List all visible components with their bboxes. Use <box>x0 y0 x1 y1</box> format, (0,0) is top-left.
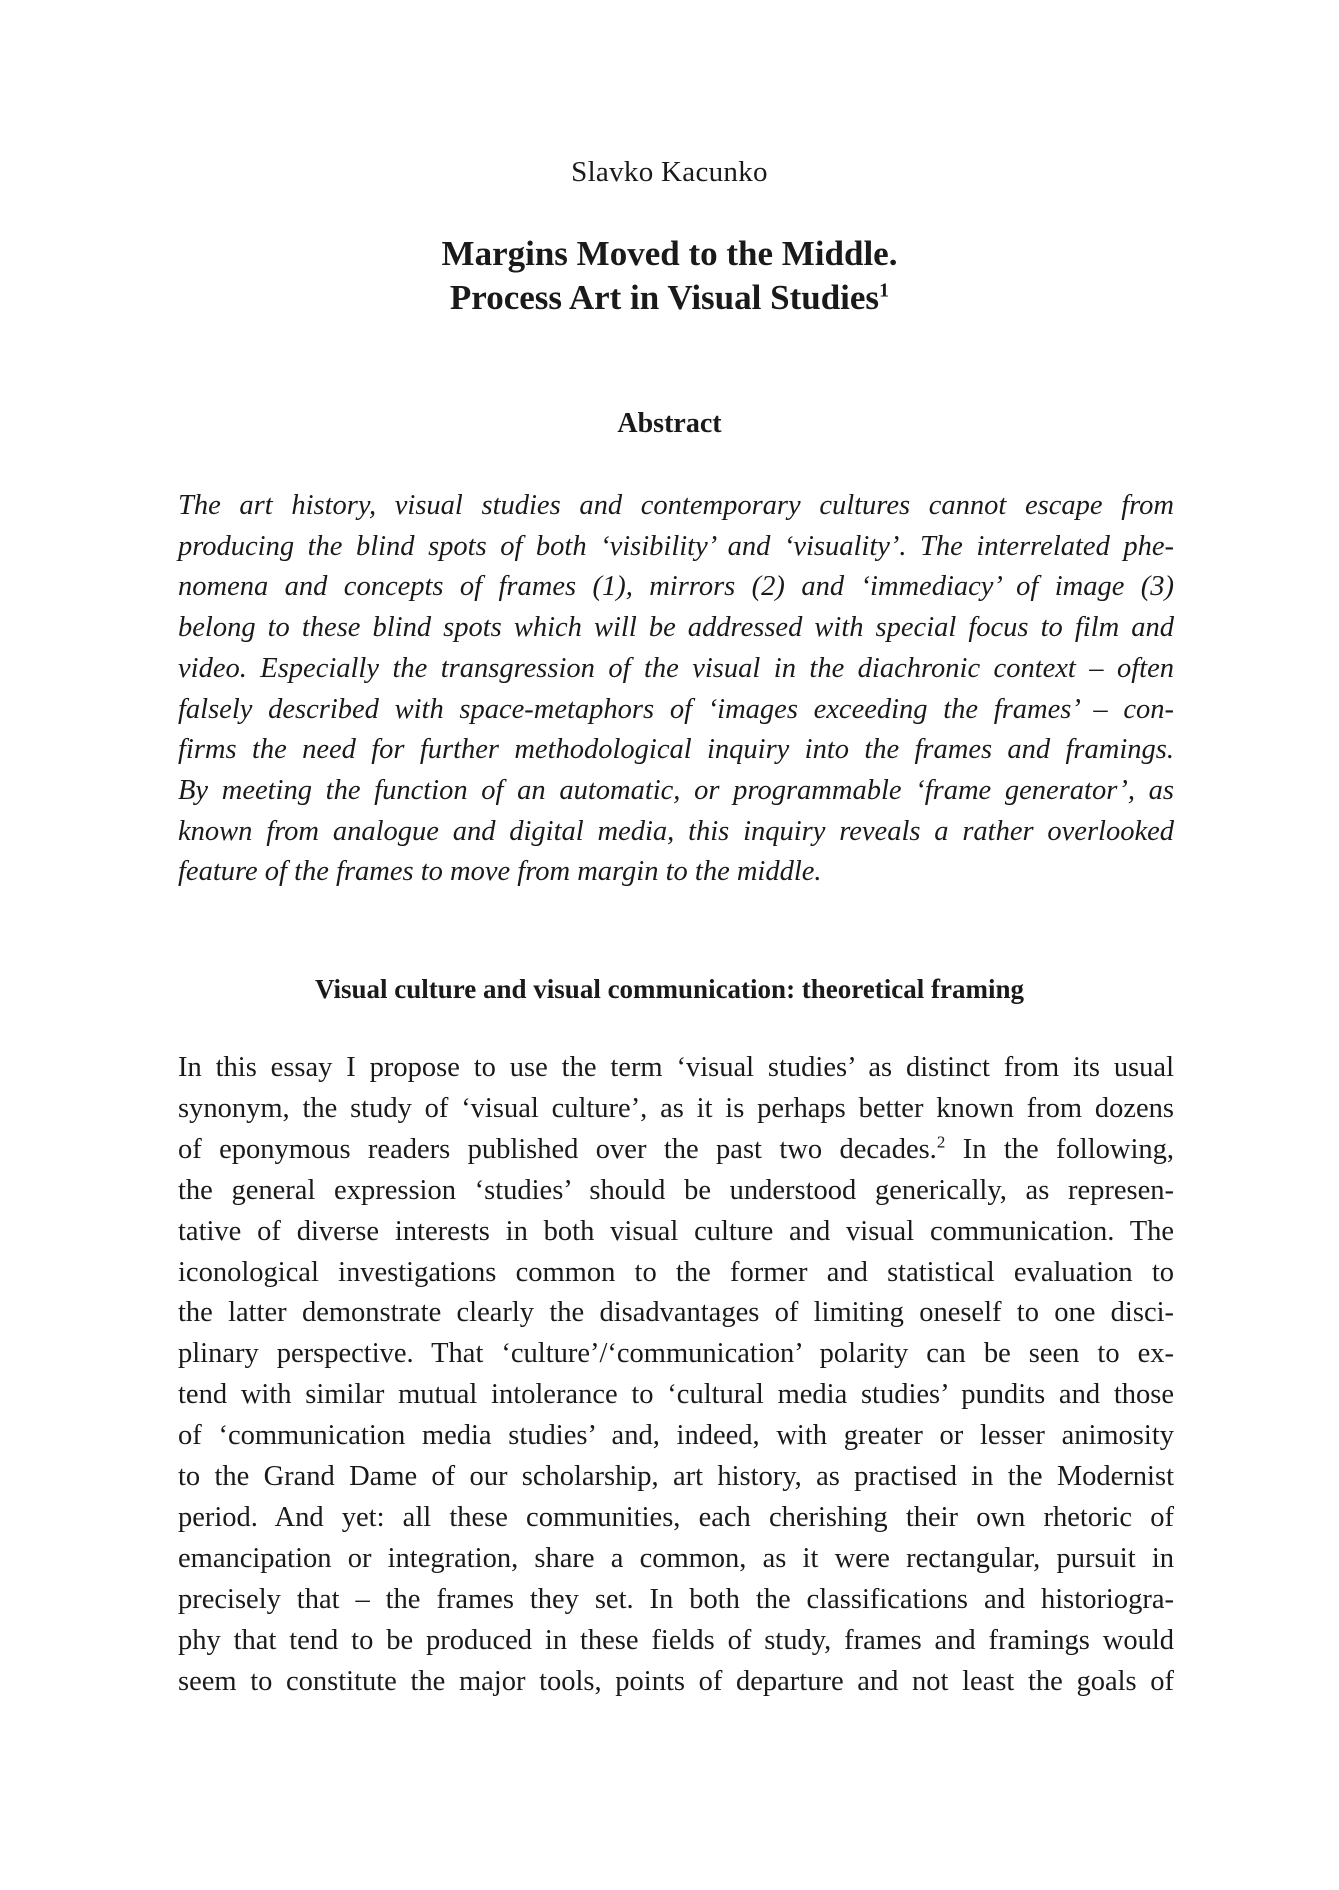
title-footnote-mark: 1 <box>879 279 890 302</box>
body-line: tend with similar mutual intolerance to ‘cultural media studies’ pundits and those <box>178 1379 1174 1411</box>
body-line: In this essay I propose to use the term ‘visual studies’ as distinct from its usual <box>178 1052 1174 1083</box>
title-line-2-text: Process Art in Visual Studies <box>449 278 880 317</box>
footnote-mark: 2 <box>936 1132 946 1152</box>
section-heading: Visual culture and visual communication: theoretical framing <box>315 974 1024 1004</box>
abstract-heading: Abstract <box>617 408 722 439</box>
body-line: tative of diverse interests in both visual culture and visual communication. The <box>178 1215 1174 1247</box>
abstract-line: video. Especially the transgression of the visual in the diachronic context – often <box>178 652 1174 684</box>
body-line: phy that tend to be produced in these fields of study, frames and framings would <box>178 1624 1174 1656</box>
body-line: plinary perspective. That ‘culture’/‘communication’ polarity can be seen to ex- <box>178 1338 1174 1370</box>
body-line: synonym, the study of ‘visual culture’, as it is perhaps better known from dozens <box>178 1092 1174 1124</box>
author-name: Slavko Kacunko <box>571 156 768 188</box>
body-line: emancipation or integration, share a common, as it were rectangular, pursuit in <box>178 1542 1174 1574</box>
body-line: of ‘communication media studies’ and, indeed, with greater or lesser animosity <box>178 1420 1174 1452</box>
abstract-line: feature of the frames to move from margin to the middle. <box>178 856 822 888</box>
abstract-line: falsely described with space-metaphors of ‘images exceeding the frames’ – con- <box>178 693 1174 725</box>
title-line-2 <box>0 276 1339 320</box>
abstract-line: By meeting the function of an automatic, or programmable ‘frame generator’, as <box>178 774 1174 806</box>
body-line: to the Grand Dame of our scholarship, art history, as practised in the Modernist <box>178 1461 1174 1493</box>
body-line: the latter demonstrate clearly the disadvantages of limiting oneself to one disci- <box>178 1297 1174 1329</box>
abstract-line: belong to these blind spots which will be addressed with special focus to film and <box>178 612 1174 644</box>
abstract-line: nomena and concepts of frames (1), mirrors (2) and ‘immediacy’ of image (3) <box>178 571 1174 603</box>
body-line: period. And yet: all these communities, each cherishing their own rhetoric of <box>178 1501 1174 1533</box>
body-line-text: In the following, <box>945 1133 1174 1165</box>
abstract-line: known from analogue and digital media, this inquiry reveals a rather overlooked <box>178 815 1174 847</box>
body-paragraph <box>178 1048 1174 1703</box>
body-line: iconological investigations common to the former and statistical evaluation to <box>178 1256 1174 1288</box>
body-line-text: of eponymous readers published over the past two decades. <box>178 1133 937 1165</box>
body-line-with-footnote <box>178 1130 1174 1171</box>
abstract-line: firms the need for further methodological inquiry into the frames and framings. <box>178 734 1174 766</box>
body-line: precisely that – the frames they set. In both the classifications and historiogra- <box>178 1583 1174 1615</box>
abstract-body <box>178 486 1174 893</box>
abstract-line: The art history, visual studies and contemporary cultures cannot escape from <box>178 490 1174 521</box>
abstract-line: producing the blind spots of both ‘visibility’ and ‘visuality’. The interrelated phe- <box>178 530 1174 562</box>
title-line-1: Margins Moved to the Middle. <box>441 234 898 273</box>
body-line: seem to constitute the major tools, points of departure and not least the goals of <box>178 1665 1174 1697</box>
paper-title <box>0 232 1339 320</box>
body-line: the general expression ‘studies’ should be understood generically, as represen- <box>178 1174 1174 1206</box>
